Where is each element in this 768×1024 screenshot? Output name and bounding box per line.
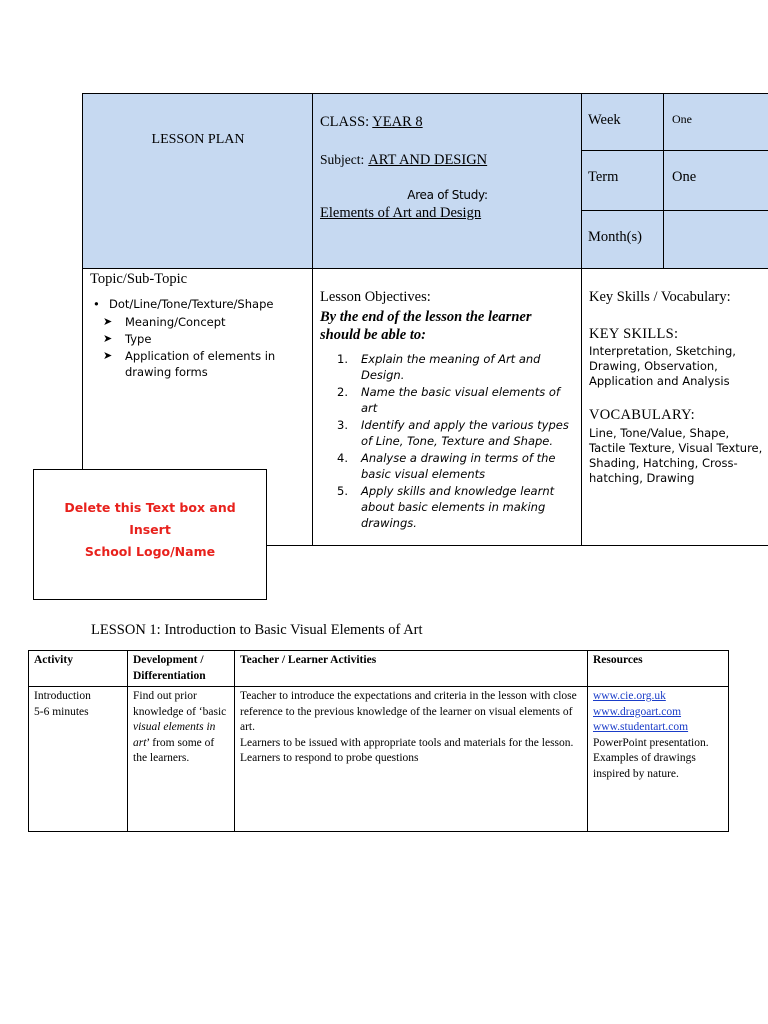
week-value: One (672, 112, 692, 126)
arrow-bullet-icon: ➤ (103, 349, 113, 362)
topic-sub-list (101, 314, 301, 380)
vocabulary-text: Line, Tone/Value, Shape, Tactile Texture, Visual Texture, Shading, Hatching, Cross-hatching, Drawing (589, 426, 763, 485)
subject-label: Subject: (320, 152, 365, 167)
table-header-row (29, 651, 729, 687)
lesson1-table (28, 650, 729, 832)
resources-cell (588, 687, 729, 832)
objectives-intro: By the end of the lesson the learner should be able to: (320, 309, 532, 343)
month-label: Month(s) (588, 229, 642, 245)
term-value: One (672, 169, 697, 185)
topic-main-text: Dot/Line/Tone/Texture/Shape (109, 297, 274, 311)
week-label-cell (581, 93, 663, 151)
topic-sub-text: Application of elements in drawing forms (125, 349, 276, 379)
logo-line-1: Delete this Text box and (64, 500, 236, 515)
objectives-list (333, 351, 569, 532)
month-value-cell (663, 211, 768, 268)
topic-sub-item (101, 314, 301, 330)
activities-cell: Teacher to introduce the expectations and criteria in the lesson with close reference to the previous knowledge of the learner on visual elements of art. Learners to be issued with appropriate tools and materials for the lesson. Learners to respond to probe questions (235, 687, 588, 832)
class-subject-cell (312, 93, 581, 268)
header-resources: Resources (588, 651, 729, 687)
school-logo-textbox[interactable] (33, 469, 267, 600)
topic-sub-item (101, 331, 301, 347)
lesson1-title: LESSON 1: Introduction to Basic Visual Elements of Art (91, 622, 423, 638)
activity-cell: Introduction 5-6 minutes (29, 687, 128, 832)
topic-heading: Topic/Sub-Topic (90, 271, 188, 287)
logo-line-3: School Logo/Name (84, 544, 216, 559)
arrow-bullet-icon: ➤ (103, 315, 113, 328)
subject-line (320, 151, 487, 169)
key-skills-text: Interpretation, Sketching, Drawing, Observation, Application and Analysis (589, 344, 736, 388)
objective-item: 5. Apply skills and knowledge learnt about basic elements in making drawings. (337, 484, 555, 530)
term-value-cell (663, 151, 768, 211)
logo-text (34, 497, 266, 563)
objective-item: 3. Identify and apply the various types of Line, Tone, Texture and Shape. (337, 418, 569, 448)
topic-sub-text: Type (125, 332, 152, 346)
logo-line-2: Insert (129, 522, 171, 537)
topic-main-item (93, 296, 305, 312)
resource-examples: Examples of drawings inspired by nature. (593, 752, 696, 780)
class-label: CLASS: (320, 114, 370, 130)
week-value-cell (663, 93, 768, 151)
area-label: Area of Study: (407, 188, 488, 202)
header-activities: Teacher / Learner Activities (235, 651, 588, 687)
resource-link-cie[interactable]: www.cie.org.uk (593, 690, 666, 702)
week-label: Week (588, 112, 621, 128)
bullet-icon: • (93, 297, 100, 311)
month-label-cell (581, 211, 663, 268)
objectives-cell (312, 268, 581, 546)
class-value: YEAR 8 (372, 114, 423, 130)
header-activity: Activity (29, 651, 128, 687)
resource-link-dragoart[interactable]: www.dragoart.com (593, 705, 682, 718)
development-cell: Find out prior knowledge of ‘basic visual elements in art’ from some of the learners. (128, 687, 235, 832)
key-skills-label: KEY SKILLS: (589, 326, 679, 342)
header-development: Development / Differentiation (128, 651, 235, 687)
topic-sub-item (101, 348, 301, 380)
skills-cell (581, 268, 768, 546)
objective-item: 4. Analyse a drawing in terms of the basic visual elements (337, 451, 556, 481)
objective-item: 2. Name the basic visual elements of art (337, 385, 560, 415)
topic-list (93, 296, 305, 312)
objective-item: 1. Explain the meaning of Art and Design. (337, 352, 541, 382)
table-row (29, 687, 729, 832)
arrow-bullet-icon: ➤ (103, 332, 113, 345)
term-label: Term (588, 169, 619, 185)
resource-powerpoint: PowerPoint presentation. (593, 736, 709, 749)
area-value: Elements of Art and Design (320, 205, 482, 221)
vocabulary-label: VOCABULARY: (589, 407, 695, 423)
resource-link-studentart[interactable]: www.studentart.com (593, 721, 689, 733)
objectives-heading: Lesson Objectives: (320, 289, 431, 305)
lesson-plan-title-cell (82, 93, 312, 268)
skills-heading: Key Skills / Vocabulary: (589, 289, 731, 305)
lesson-plan-title: LESSON PLAN (151, 132, 245, 147)
class-line (320, 114, 423, 131)
subject-value: ART AND DESIGN (368, 152, 488, 168)
term-label-cell (581, 151, 663, 211)
topic-sub-text: Meaning/Concept (125, 315, 226, 329)
